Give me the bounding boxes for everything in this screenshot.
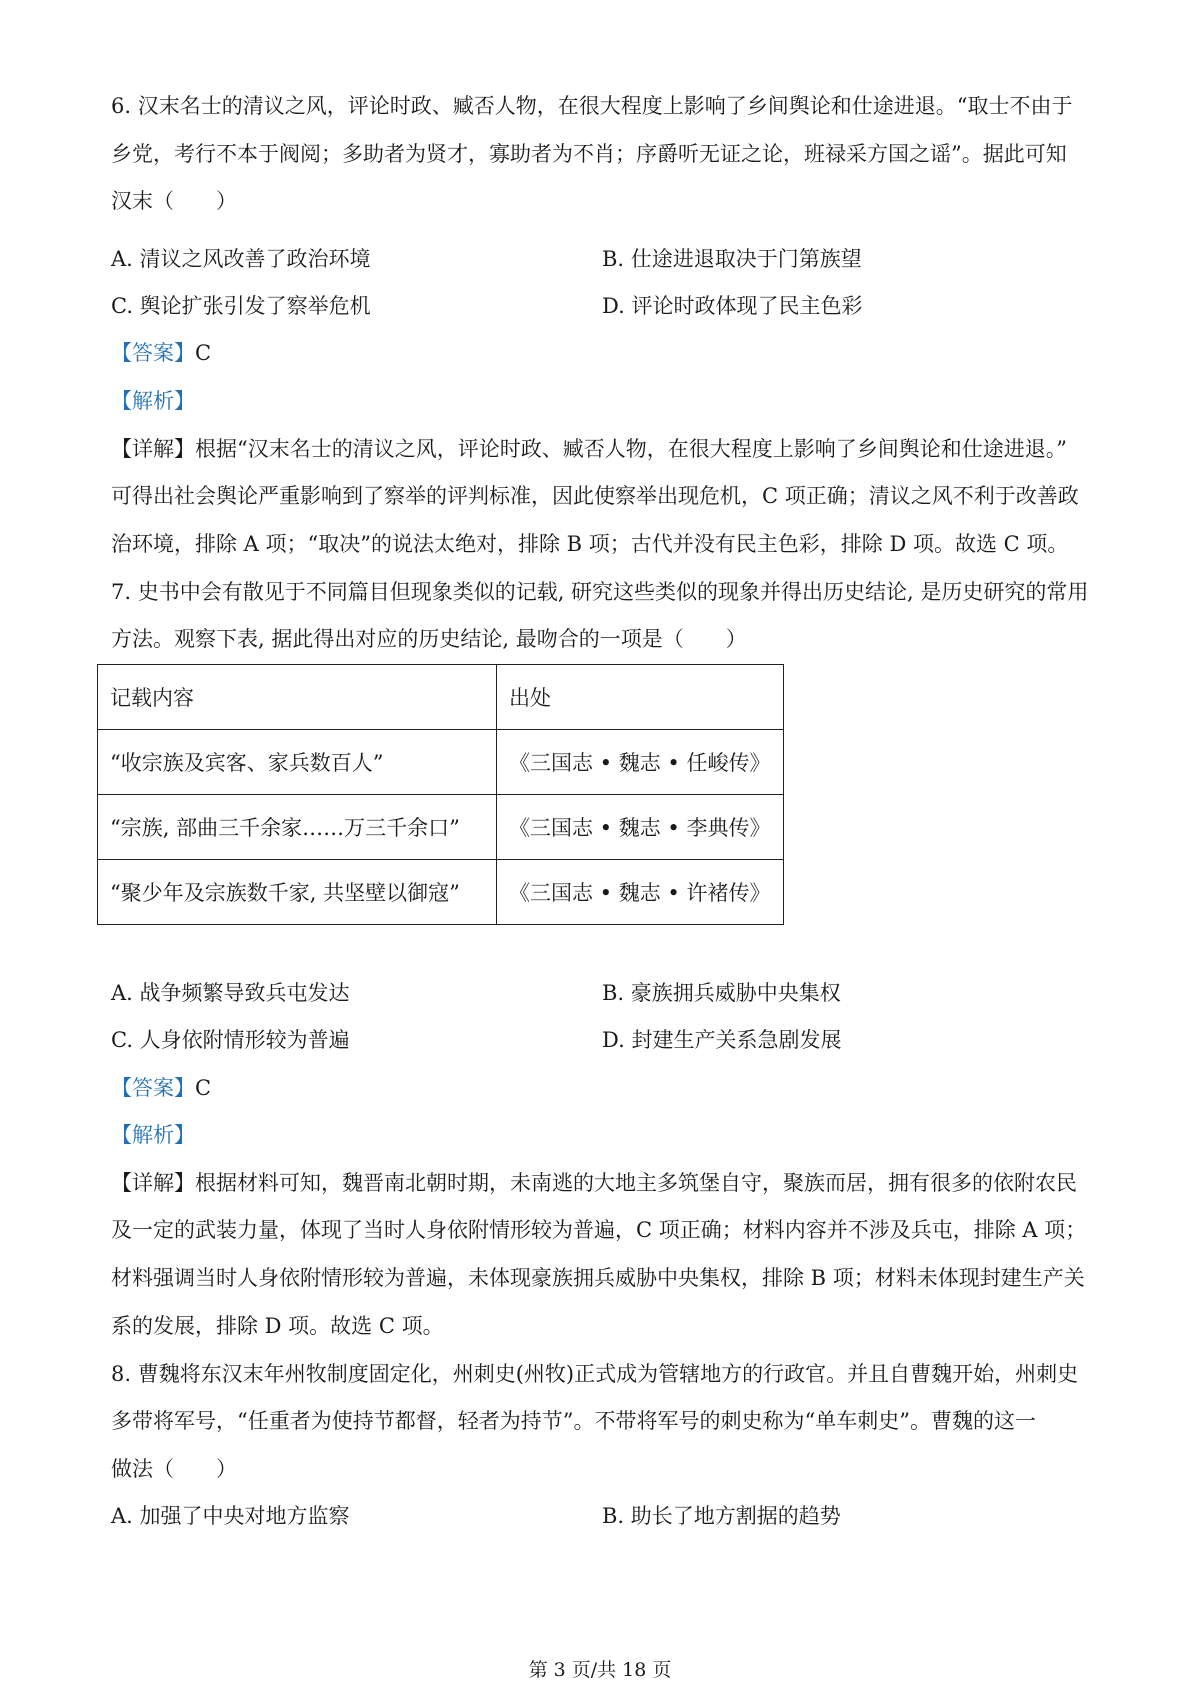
table-row [98, 860, 784, 925]
q6-answer-tag: 【答案】 [111, 341, 195, 365]
q7-record-table [97, 664, 784, 925]
table-cell-source: 《三国志 • 魏志 • 许褚传》 [497, 860, 784, 925]
q8-option-b: B. 助长了地方割据的趋势 [602, 1504, 841, 1528]
q8-stem-line-3: 做法（ ） [111, 1457, 237, 1481]
q6-stem-line-3: 汉末（ ） [111, 189, 237, 213]
q7-stem-line-2: 方法。观察下表, 据此得出对应的历史结论, 最吻合的一项是（ ） [111, 627, 747, 651]
table-row [98, 795, 784, 860]
q8-stem-line-1: 8. 曹魏将东汉末年州牧制度固定化，州刺史(州牧)正式成为管辖地方的行政官。并且自曹魏开始，州刺史 [111, 1362, 1079, 1386]
table-cell-source: 《三国志 • 魏志 • 任峻传》 [497, 730, 784, 795]
q6-detail-line-2: 可得出社会舆论严重影响到了察举的评判标准，因此使察举出现危机，C 项正确；清议之风不利于改善政 [111, 484, 1079, 508]
q7-detail-line-4: 系的发展，排除 D 项。故选 C 项。 [111, 1314, 444, 1338]
table-cell-content: “宗族, 部曲三千余家……万三千余口” [98, 795, 497, 860]
q7-answer-value: C [195, 1076, 212, 1100]
q6-option-b: B. 仕途进退取决于门第族望 [602, 247, 862, 271]
table-row [98, 730, 784, 795]
page-number: 第 3 页/共 18 页 [528, 1659, 672, 1681]
q7-option-b: B. 豪族拥兵威胁中央集权 [602, 981, 841, 1005]
q6-answer [111, 339, 211, 367]
table-cell-content: “收宗族及宾客、家兵数百人” [98, 730, 497, 795]
table-header-source: 出处 [497, 665, 784, 730]
q7-analysis-tag: 【解析】 [111, 1123, 195, 1147]
q6-stem-line-2: 乡党，考行不本于阀阅；多助者为贤才，寡助者为不肖；序爵听无证之论，班禄采方国之谣”。据此可知 [111, 142, 1067, 166]
q6-analysis-tag: 【解析】 [111, 389, 195, 413]
table-cell-source: 《三国志 • 魏志 • 李典传》 [497, 795, 784, 860]
q7-answer [111, 1074, 211, 1102]
q6-detail-line-1: 【详解】根据“汉末名士的清议之风，评论时政、臧否人物，在很大程度上影响了乡间舆论和仕途进退。” [111, 437, 1067, 461]
q7-option-d: D. 封建生产关系急剧发展 [602, 1028, 842, 1052]
q8-stem-line-2: 多带将军号，“任重者为使持节都督，轻者为持节”。不带将军号的刺史称为“单车刺史”。曹魏的这一 [111, 1409, 1036, 1433]
q7-option-a: A. 战争频繁导致兵屯发达 [111, 981, 350, 1005]
table-cell-content: “聚少年及宗族数千家, 共坚壁以御寇” [98, 860, 497, 925]
q6-option-a: A. 清议之风改善了政治环境 [111, 247, 371, 271]
table-header-content: 记载内容 [98, 665, 497, 730]
q7-option-c: C. 人身依附情形较为普遍 [111, 1028, 350, 1052]
q6-option-c: C. 舆论扩张引发了察举危机 [111, 294, 371, 318]
table-header-row [98, 665, 784, 730]
q7-detail-line-2: 及一定的武装力量，体现了当时人身依附情形较为普遍，C 项正确；材料内容并不涉及兵屯，排除 A 项； [111, 1218, 1087, 1242]
q6-option-d: D. 评论时政体现了民主色彩 [602, 294, 863, 318]
q6-detail-line-3: 治环境，排除 A 项；“取决”的说法太绝对，排除 B 项；古代并没有民主色彩，排除 D 项。故选 C 项。 [111, 532, 1069, 556]
q7-detail-line-3: 材料强调当时人身依附情形较为普遍，未体现豪族拥兵威胁中央集权，排除 B 项；材料未体现封建生产关 [111, 1266, 1085, 1290]
q6-answer-value: C [195, 341, 212, 365]
q7-detail-line-1: 【详解】根据材料可知，魏晋南北朝时期，未南逃的大地主多筑堡自守，聚族而居，拥有很多的依附农民 [111, 1171, 1077, 1195]
q7-answer-tag: 【答案】 [111, 1076, 195, 1100]
q7-stem-line-1: 7. 史书中会有散见于不同篇目但现象类似的记载, 研究这些类似的现象并得出历史结论, 是历史研究的常用 [111, 580, 1089, 604]
q8-option-a: A. 加强了中央对地方监察 [111, 1504, 350, 1528]
q6-stem-line-1: 6. 汉末名士的清议之风，评论时政、臧否人物，在很大程度上影响了乡间舆论和仕途进退。“取士不由于 [111, 94, 1073, 118]
